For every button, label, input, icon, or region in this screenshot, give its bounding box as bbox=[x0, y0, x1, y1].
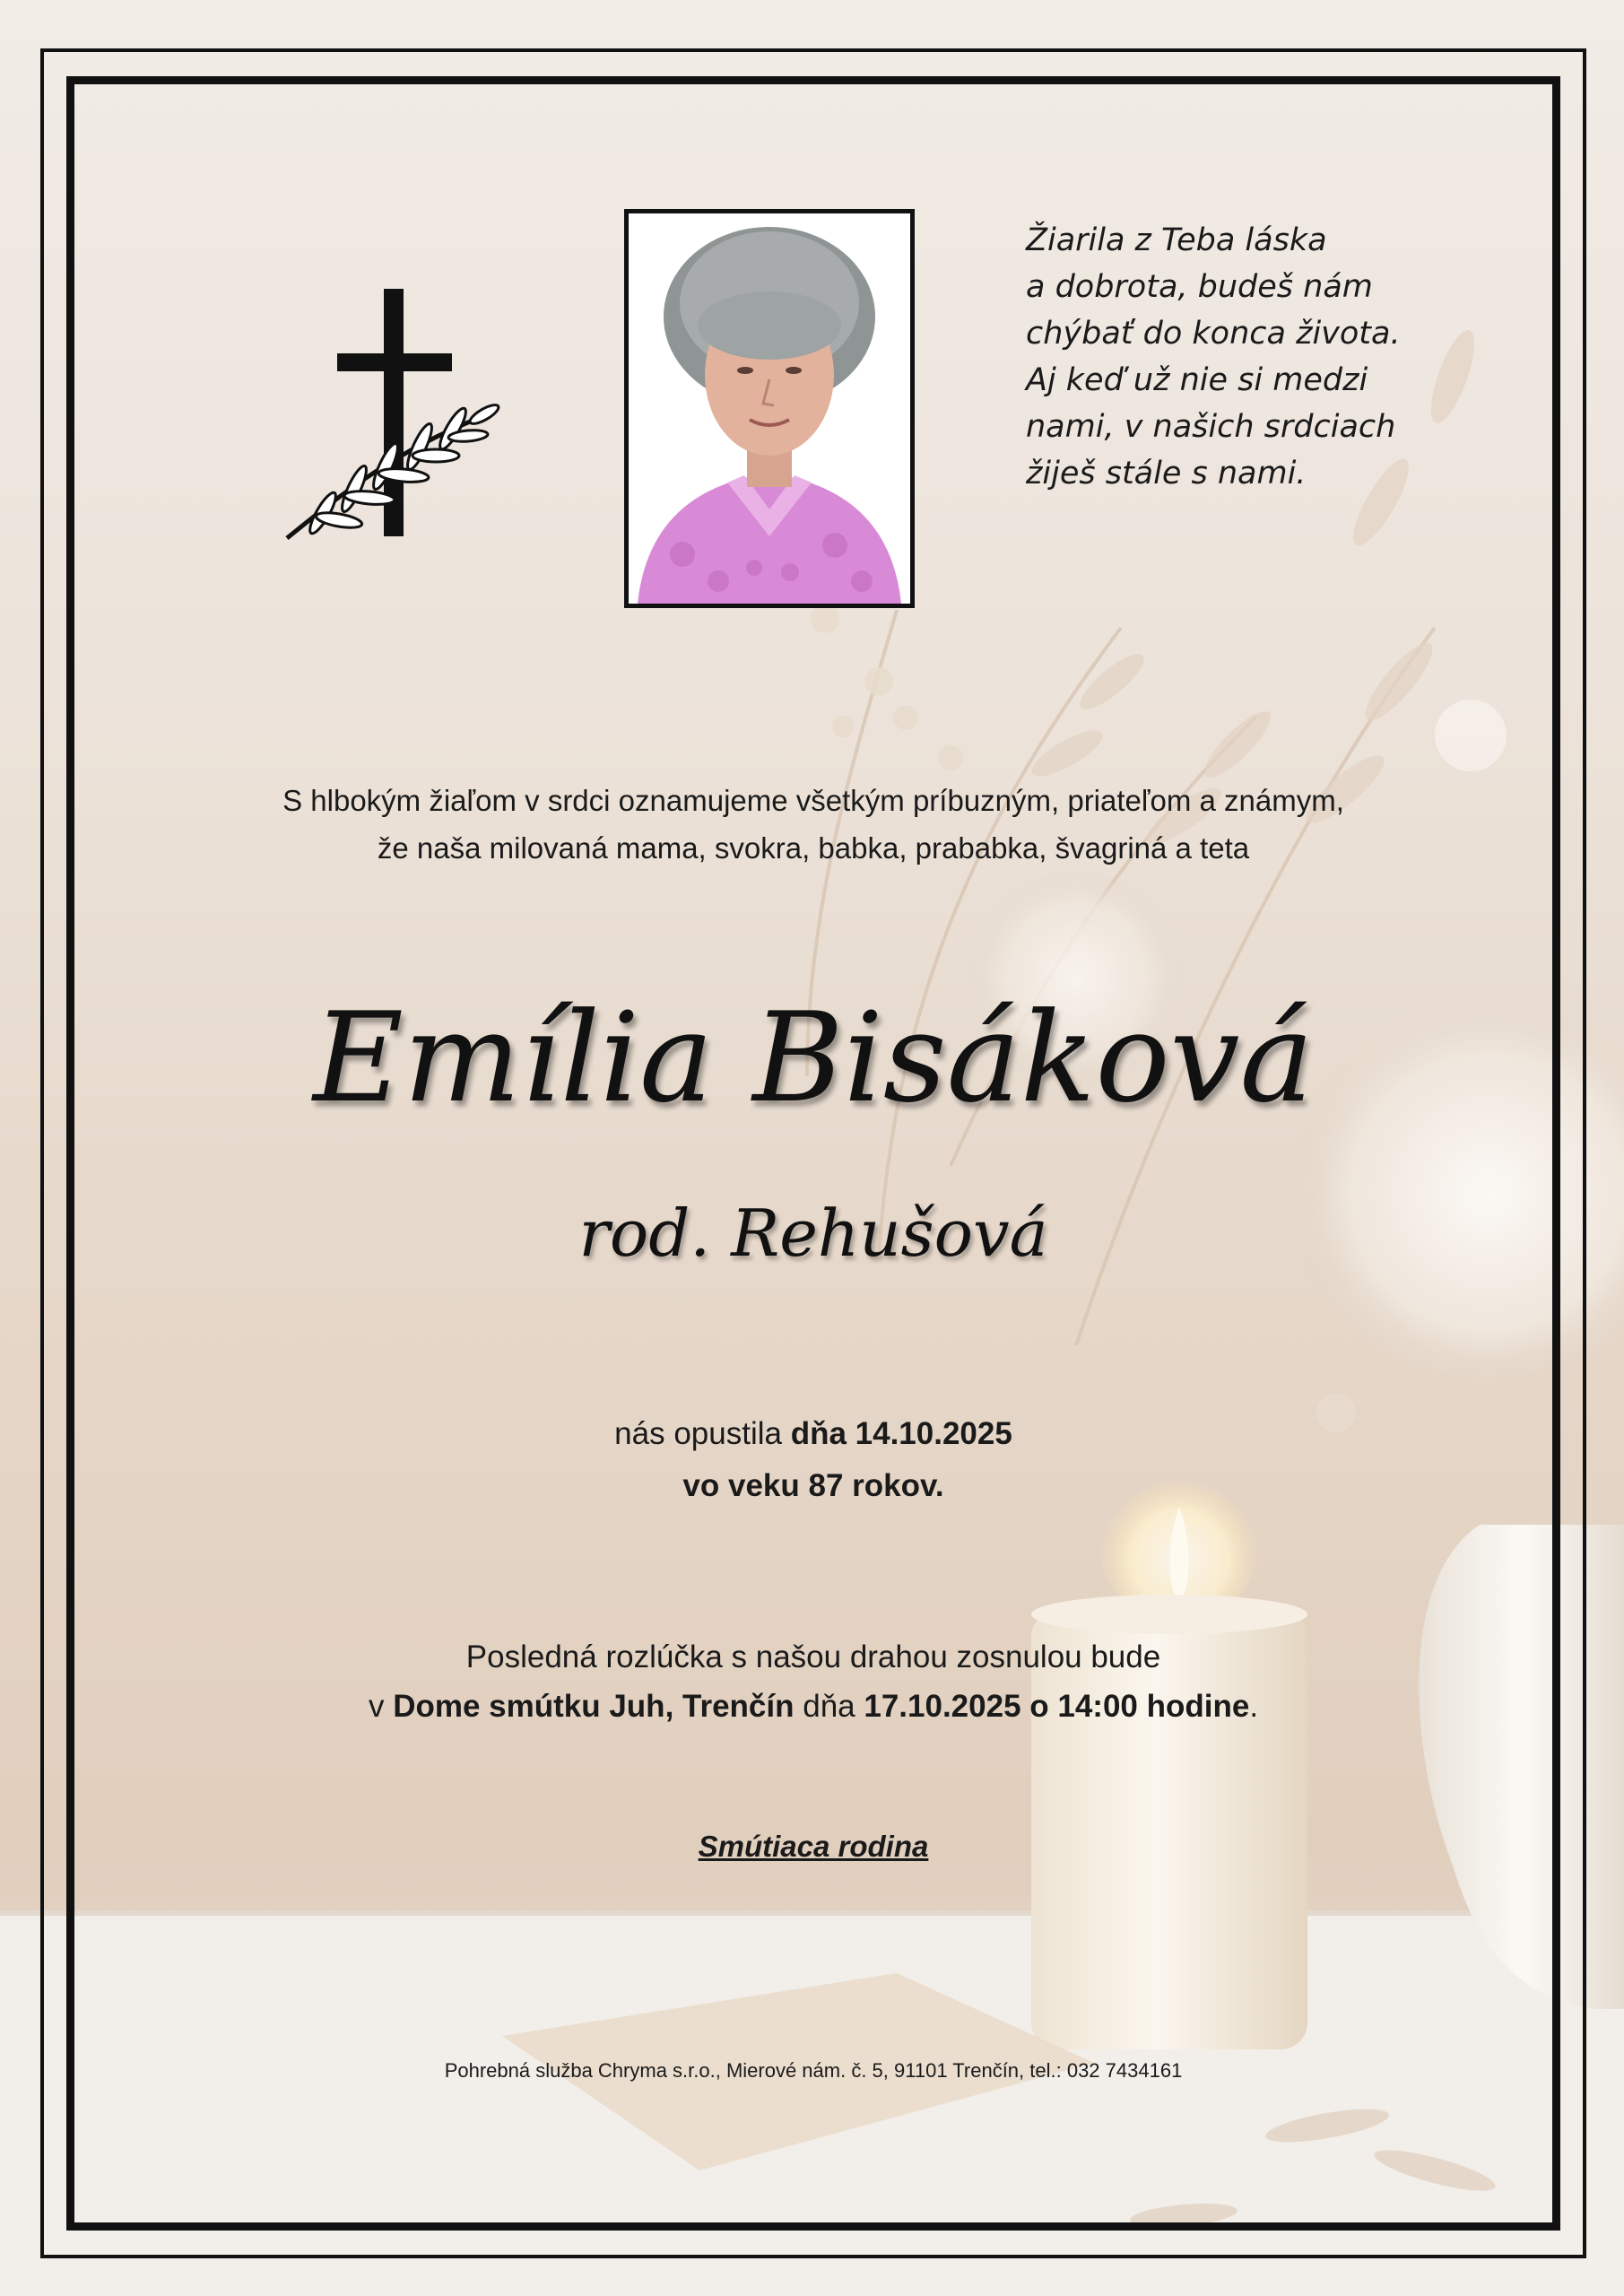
funeral-line1: Posledná rozlúčka s našou drahou zosnulou bude bbox=[465, 1639, 1161, 1674]
funeral-place: Dome smútku Juh, Trenčín bbox=[393, 1689, 795, 1724]
poem-line: nami, v našich srdciach bbox=[1026, 409, 1396, 445]
portrait-image bbox=[629, 213, 910, 604]
poem-line: Aj keď už nie si medzi bbox=[1026, 362, 1368, 398]
funeral-datetime: 17.10.2025 o 14:00 hodine bbox=[864, 1689, 1250, 1724]
funeral-suffix: . bbox=[1249, 1689, 1259, 1724]
death-info bbox=[66, 1408, 1560, 1512]
announcement bbox=[66, 777, 1560, 872]
poem bbox=[1026, 217, 1411, 497]
death-date-line bbox=[66, 1408, 1560, 1460]
death-age: vo veku 87 rokov. bbox=[682, 1468, 944, 1503]
announcement-line: že naša milovaná mama, svokra, babka, prababka, švagriná a teta bbox=[377, 831, 1250, 865]
poem-line: a dobrota, budeš nám bbox=[1026, 269, 1373, 305]
death-prefix: nás opustila bbox=[614, 1416, 791, 1451]
funeral-middle: dňa bbox=[794, 1689, 864, 1724]
portrait-photo bbox=[624, 209, 915, 608]
maiden-name: rod. Rehušová bbox=[578, 1196, 1048, 1271]
deceased-name: Emília Bisáková bbox=[313, 986, 1314, 1130]
funeral-service-footer: Pohrebná služba Chryma s.r.o., Mierové nám. č. 5, 91101 Trenčín, tel.: 032 7434161 bbox=[444, 2059, 1183, 2082]
poem-line: Žiarila z Teba láska bbox=[1026, 222, 1327, 258]
funeral-info bbox=[66, 1632, 1560, 1731]
poem-line: žiješ stále s nami. bbox=[1026, 456, 1307, 491]
cross-with-palm-icon bbox=[269, 278, 511, 547]
poem-line: chýbať do konca života. bbox=[1026, 316, 1401, 352]
signature-text: Smútiaca rodina bbox=[698, 1830, 929, 1863]
family-signature bbox=[66, 1830, 1560, 1864]
announcement-line: S hlbokým žiaľom v srdci oznamujeme všetkým príbuzným, priateľom a známym, bbox=[282, 784, 1344, 817]
death-date: dňa 14.10.2025 bbox=[790, 1416, 1012, 1451]
funeral-prefix: v bbox=[368, 1689, 394, 1724]
funeral-line2 bbox=[66, 1682, 1560, 1731]
